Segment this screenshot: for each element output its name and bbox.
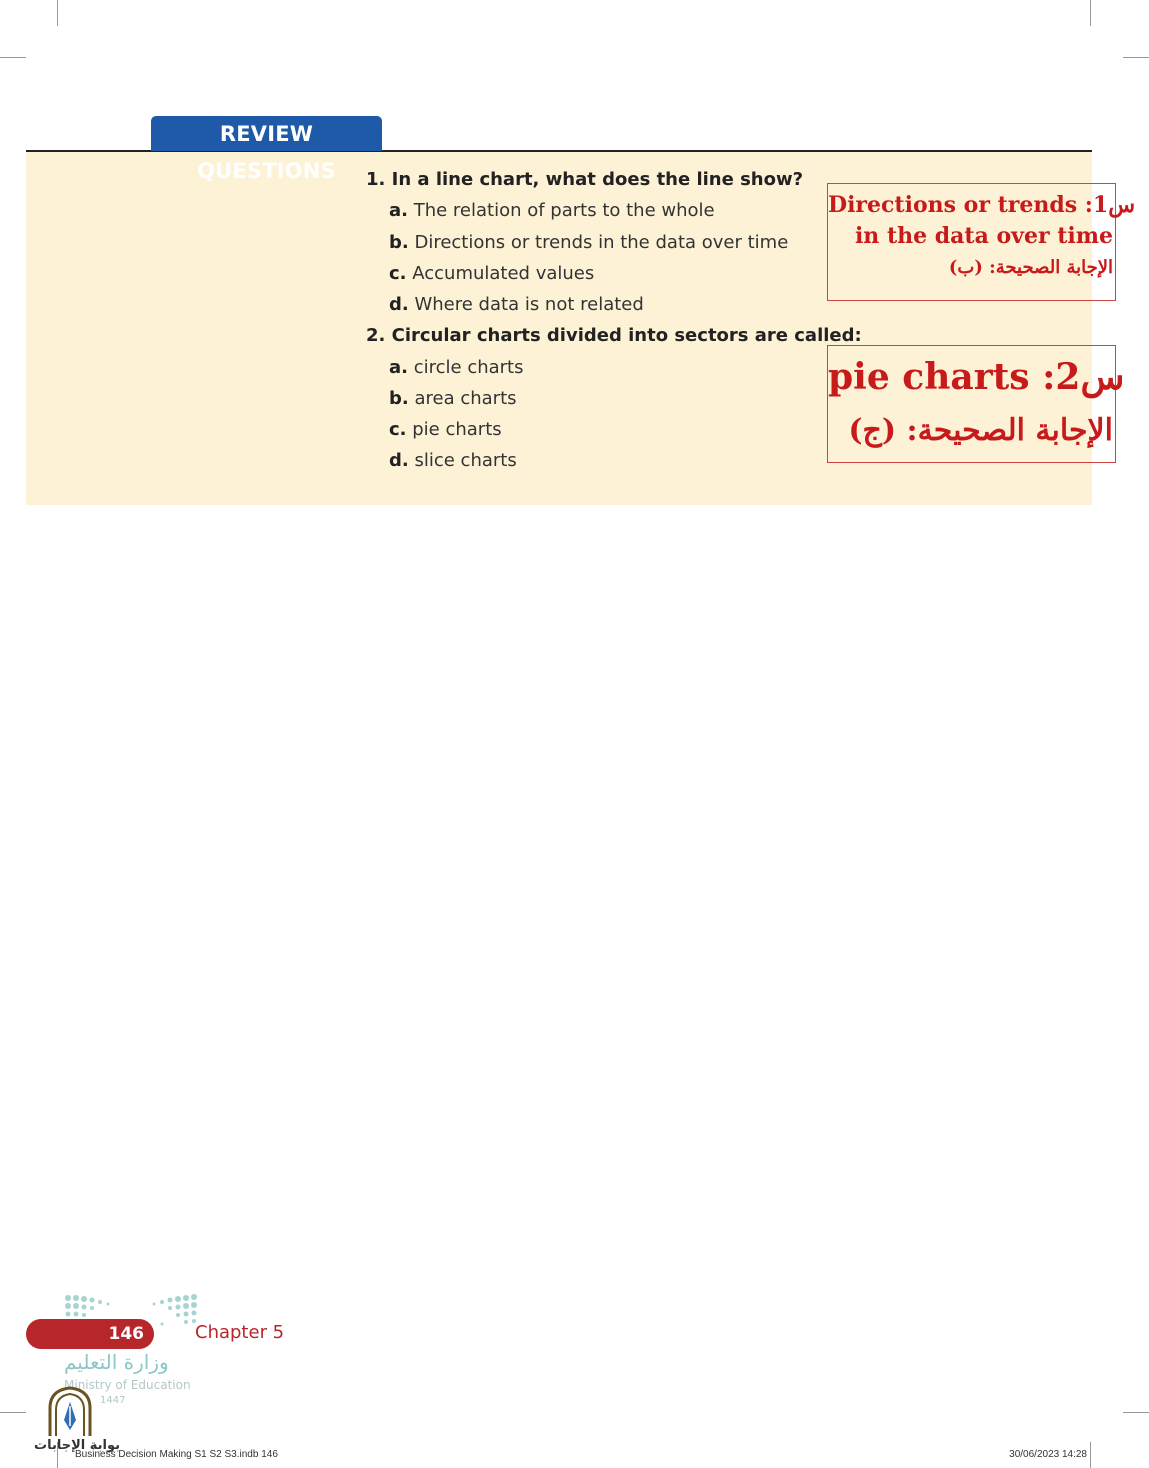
brand-logo-icon	[46, 1386, 94, 1438]
answer-1-line-3: الإجابة الصحيحة: (ب)	[948, 257, 1113, 278]
option-1c: c. Accumulated values	[389, 263, 595, 284]
crop-mark	[0, 1412, 26, 1413]
question-1: 1. In a line chart, what does the line show?	[366, 169, 804, 190]
crop-mark	[1090, 1442, 1091, 1468]
option-2c: c. pie charts	[389, 419, 502, 440]
crop-mark	[0, 57, 26, 58]
option-2d: d. slice charts	[389, 450, 517, 471]
option-1b: b. Directions or trends in the data over time	[389, 232, 789, 253]
answer-2-line-1: pie charts :2س	[828, 356, 1125, 398]
option-2a: a. circle charts	[389, 357, 524, 378]
option-2b: b. area charts	[389, 388, 517, 409]
option-1d: d. Where data is not related	[389, 294, 644, 315]
question-2: 2. Circular charts divided into sectors are called:	[366, 325, 862, 346]
page-number-pill: 146	[26, 1319, 154, 1349]
ministry-year: 1447	[100, 1395, 126, 1406]
print-slug-date: 30/06/2023 14:28	[1009, 1449, 1087, 1460]
chapter-label: Chapter 5	[195, 1322, 285, 1343]
answer-2-line-2: الإجابة الصحيحة: (ج)	[848, 413, 1113, 448]
ministry-name-en: Ministry of Education	[64, 1378, 191, 1392]
crop-mark	[57, 0, 58, 26]
option-1a: a. The relation of parts to the whole	[389, 200, 715, 221]
answer-1-line-2: in the data over time	[854, 223, 1113, 249]
answer-1-line-1: Directions or trends :1س	[828, 192, 1136, 218]
answer-note-1	[827, 183, 1136, 301]
crop-mark	[1123, 1412, 1149, 1413]
brand-name: بوابة الإجابات	[34, 1438, 120, 1453]
crop-mark	[1090, 0, 1091, 26]
crop-mark	[1123, 57, 1149, 58]
review-questions-tab: REVIEW QUESTIONS	[151, 116, 382, 151]
answer-note-2	[827, 345, 1125, 463]
print-slug-file: Business Decision Making S1 S2 S3.indb 146	[75, 1449, 278, 1460]
ministry-name-ar: وزارة التعليم	[64, 1350, 169, 1374]
